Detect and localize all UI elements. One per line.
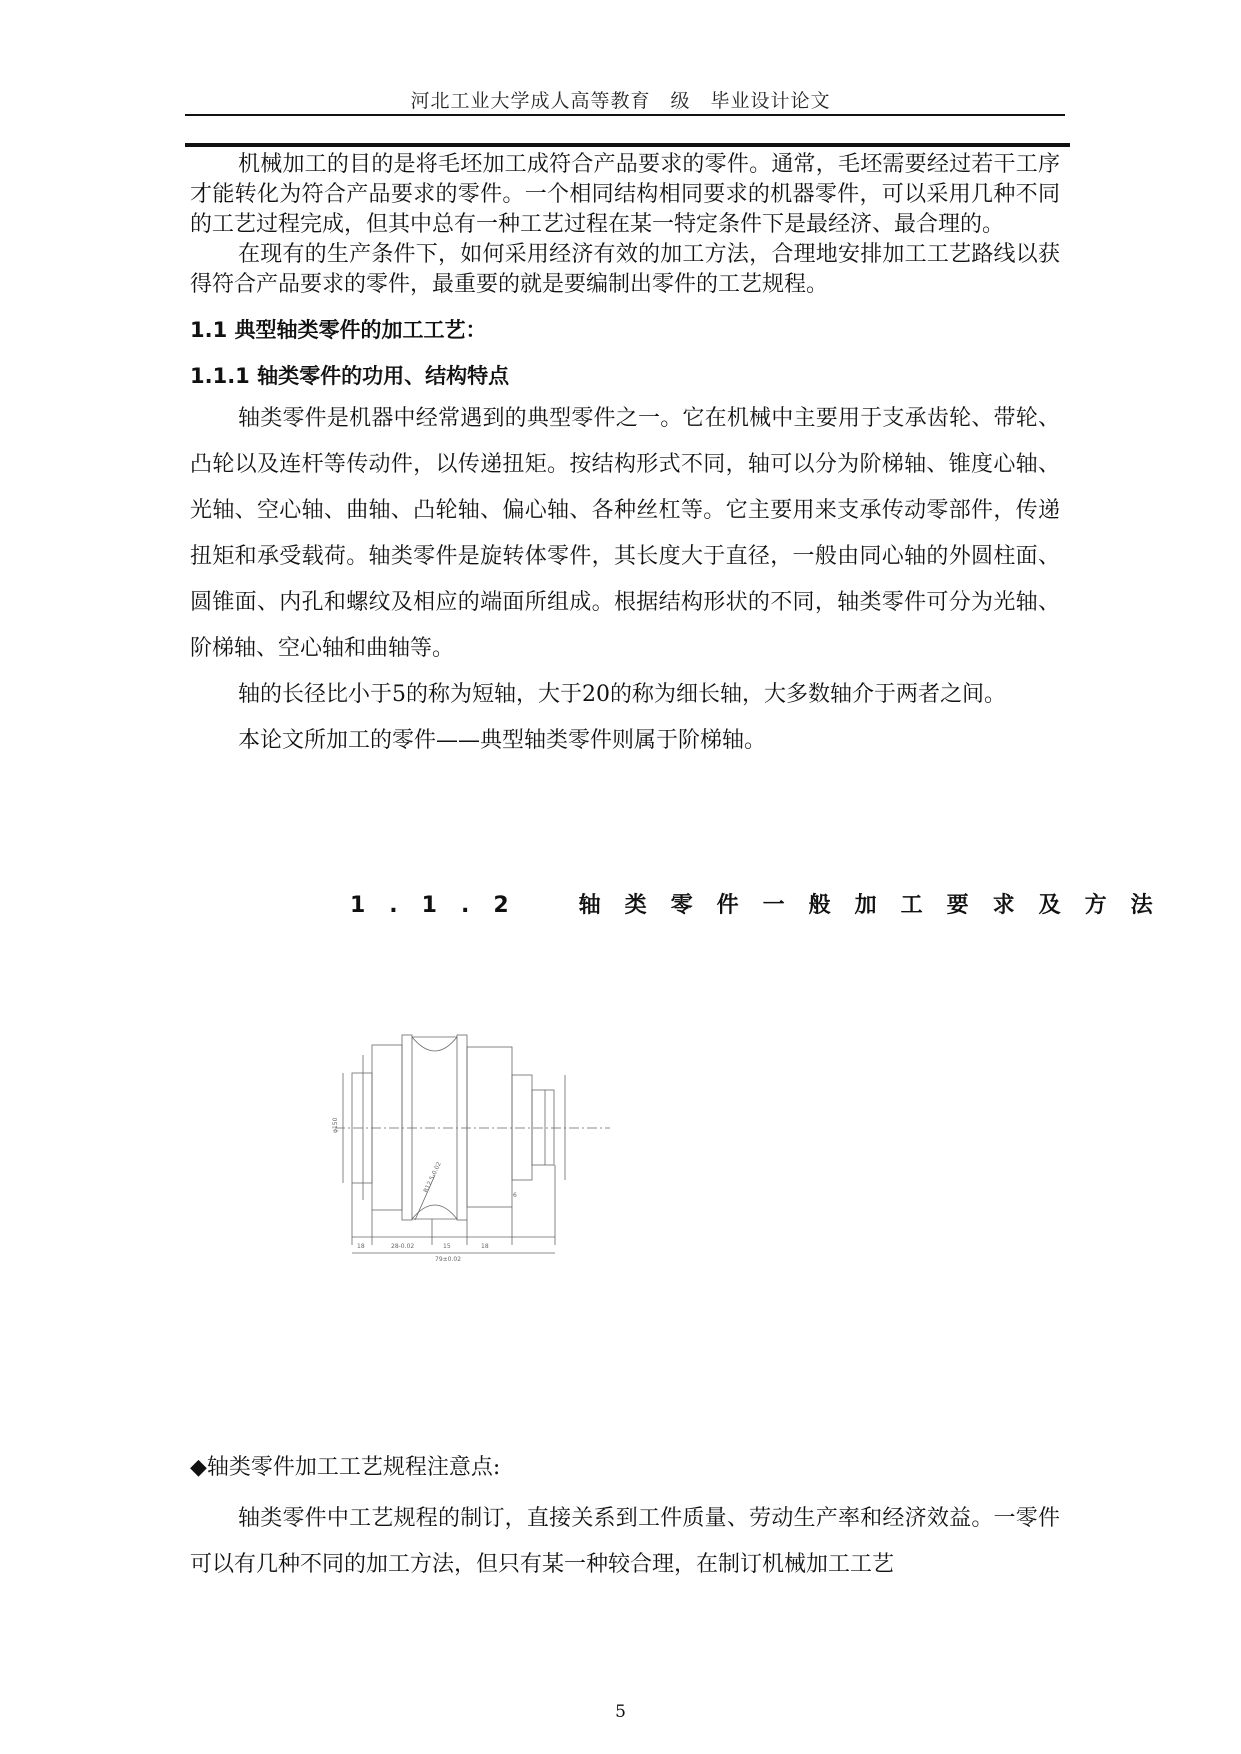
dim-label-radius: R12.5-0.02 (422, 1160, 443, 1194)
header-title: 河北工业大学成人高等教育 级 毕业设计论文 (410, 90, 831, 112)
dim-label-1: 18 (357, 1243, 365, 1250)
section-1-1-1-heading: 1.1.1 轴类零件的功用、结构特点 (190, 364, 510, 388)
dim-label-total: 79±0.02 (435, 1256, 462, 1263)
header-rule-thin (185, 114, 1065, 116)
dim-label-4: 18 (481, 1243, 489, 1250)
page-number: 5 (615, 1702, 626, 1722)
header-rule-thick (185, 143, 1070, 147)
groove-top (412, 1037, 457, 1051)
right-bore-inner (532, 1090, 554, 1165)
dim-label-3: 15 (443, 1243, 451, 1250)
body-paragraph-3: 本论文所加工的零件——典型轴类零件则属于阶梯轴。 (238, 728, 767, 753)
section-1-1-heading: 1.1 典型轴类零件的加工工艺： (190, 318, 487, 342)
dim-label-6: 6 (513, 1192, 517, 1199)
dim-label-2: 28-0.02 (391, 1243, 415, 1250)
main-content (190, 150, 1060, 764)
flange-right (457, 1035, 467, 1220)
notes-section (190, 1448, 1060, 1588)
notes-paragraph: 轴类零件中工艺规程的制订，直接关系到工件质量、劳动生产率和经济效益。一零件可以有几种不同的加工方法，但只有某一种较合理，在制订机械加工工艺 (190, 1506, 1060, 1577)
body-paragraph-2: 轴的长径比小于5的称为短轴，大于20的称为细长轴，大多数轴介于两者之间。 (238, 682, 1006, 707)
intro-paragraph-1: 机械加工的目的是将毛坯加工成符合产品要求的零件。通常，毛坯需要经过若干工序才能转化为符合产品要求的零件。一个相同结构相同要求的机器零件，可以采用几种不同的工艺过程完成，但其中总有一种工艺过程在某一特定条件下是最经济、最合理的。 (190, 152, 1060, 237)
left-shoulder (372, 1045, 402, 1210)
section-1-1-2-heading: 1.1.2 轴类零件一般加工要求及方法 (350, 893, 1177, 918)
intro-paragraph-2: 在现有的生产条件下，如何采用经济有效的加工方法，合理地安排加工工艺路线以获得符合产品要求的零件，最重要的就是要编制出零件的工艺规程。 (190, 242, 1060, 297)
dim-label-dia: φ150 (332, 1117, 339, 1133)
notes-title: ◆轴类零件加工工艺规程注意点: (190, 1455, 501, 1480)
right-body (467, 1047, 512, 1207)
flange-left (402, 1035, 412, 1220)
body-paragraph-1: 轴类零件是机器中经常遇到的典型零件之一。它在机械中主要用于支承齿轮、带轮、凸轮以及连杆等传动件，以传递扭矩。按结构形式不同，轴可以分为阶梯轴、锥度心轴、光轴、空心轴、曲轴、凸轮轴、偏心轴、各种丝杠等。它主要用来支承传动零部件，传递扭矩和承受载荷。轴类零件是旋转体零件，其长度大于直径，一般由同心轴的外圆柱面、圆锥面、内孔和螺纹及相应的端面所组成。根据结构形状的不同，轴类零件可分为光轴、阶梯轴、空心轴和曲轴等。 (190, 406, 1060, 661)
right-bore-outer (512, 1075, 532, 1180)
shaft-drawing (332, 1015, 615, 1263)
